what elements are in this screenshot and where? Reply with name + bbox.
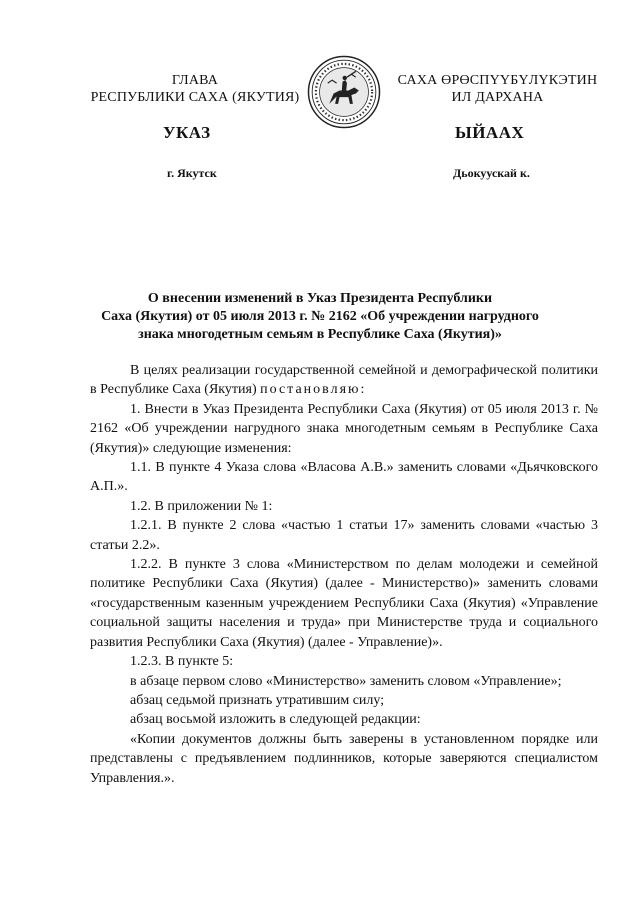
- document-title: [92, 290, 548, 344]
- clause-1-2-3: 1.2.3. В пункте 5:: [130, 654, 234, 670]
- issuer-yakut-line1: САХА ӨРӨСПҮҮБҮЛҮКЭТИН: [397, 73, 598, 88]
- coat-of-arms-emblem-icon: [307, 55, 381, 129]
- place-russian: г. Якутск: [167, 166, 217, 180]
- issuer-yakut: [395, 72, 600, 106]
- issuer-russian-line1: ГЛАВА: [171, 73, 219, 88]
- clause-1: 1. Внести в Указ Президента Республики Саха (Якутия) от 05 июля 2013 г. № 2162 «Об учреждении нагрудного знака многодетным семьям в Республике Саха (Якутия)» следующие изменения:: [90, 401, 598, 456]
- title-line1: О внесении изменений в Указ Президента Республики: [147, 291, 493, 306]
- clause-1-1: 1.1. В пункте 4 Указа слова «Власова А.В.» заменить словами «Дьячковского А.П.».: [90, 460, 598, 495]
- clause-1-2-3-a: в абзаце первом слово «Министерство» заменить словом «Управление»;: [130, 673, 562, 689]
- issuer-yakut-line2: ИЛ ДАРХАНА: [451, 90, 544, 105]
- clause-1-2-3-c: абзац восьмой изложить в следующей редакции:: [130, 712, 421, 728]
- preamble-paragraph: [90, 361, 598, 400]
- title-line3: знака многодетным семьям в Республике Саха (Якутия)»: [138, 327, 502, 342]
- preamble-colon: :: [360, 382, 365, 398]
- clause-1-2-1: 1.2.1. В пункте 2 слова «частью 1 статьи 17» заменить словами «частью 3 статьи 2.2».: [90, 518, 598, 553]
- title-line2: Саха (Якутия) от 05 июля 2013 г. № 2162 «Об учреждении нагрудного: [101, 309, 539, 324]
- issuer-russian-line2: РЕСПУБЛИКИ САХА (ЯКУТИЯ): [90, 90, 300, 105]
- decree-word: постановляю: [260, 382, 361, 398]
- doc-type-yakut: ЫЙААХ: [455, 123, 525, 142]
- place-yakut: Дьокуускай к.: [453, 166, 530, 180]
- doc-type-russian: УКАЗ: [163, 123, 211, 142]
- clause-1-2-2: 1.2.2. В пункте 3 слова «Министерством по делам молодежи и семейной политике Республики Саха (Якутия) (далее - Министерство)» заменить словами «государственным казенным учреждением Республики Саха (Якутия) «Управление социальной защиты населения и труда» при Министерстве труда и социального развития Республики Саха (Якутия) (далее - Управление)».: [90, 557, 598, 650]
- issuer-russian: [80, 72, 310, 106]
- preamble-text: В целях реализации государственной семейной и демографической политики в Республике Саха (Якутия): [90, 363, 598, 398]
- clause-1-2-3-quote: «Копии документов должны быть заверены в установленном порядке или представлены с предъявлением подлинников, которые заверяются специалистом Управления.».: [90, 731, 598, 786]
- clause-1-2: 1.2. В приложении № 1:: [130, 498, 273, 514]
- document-body: [90, 361, 598, 788]
- clause-1-2-3-b: абзац седьмой признать утратившим силу;: [130, 692, 385, 708]
